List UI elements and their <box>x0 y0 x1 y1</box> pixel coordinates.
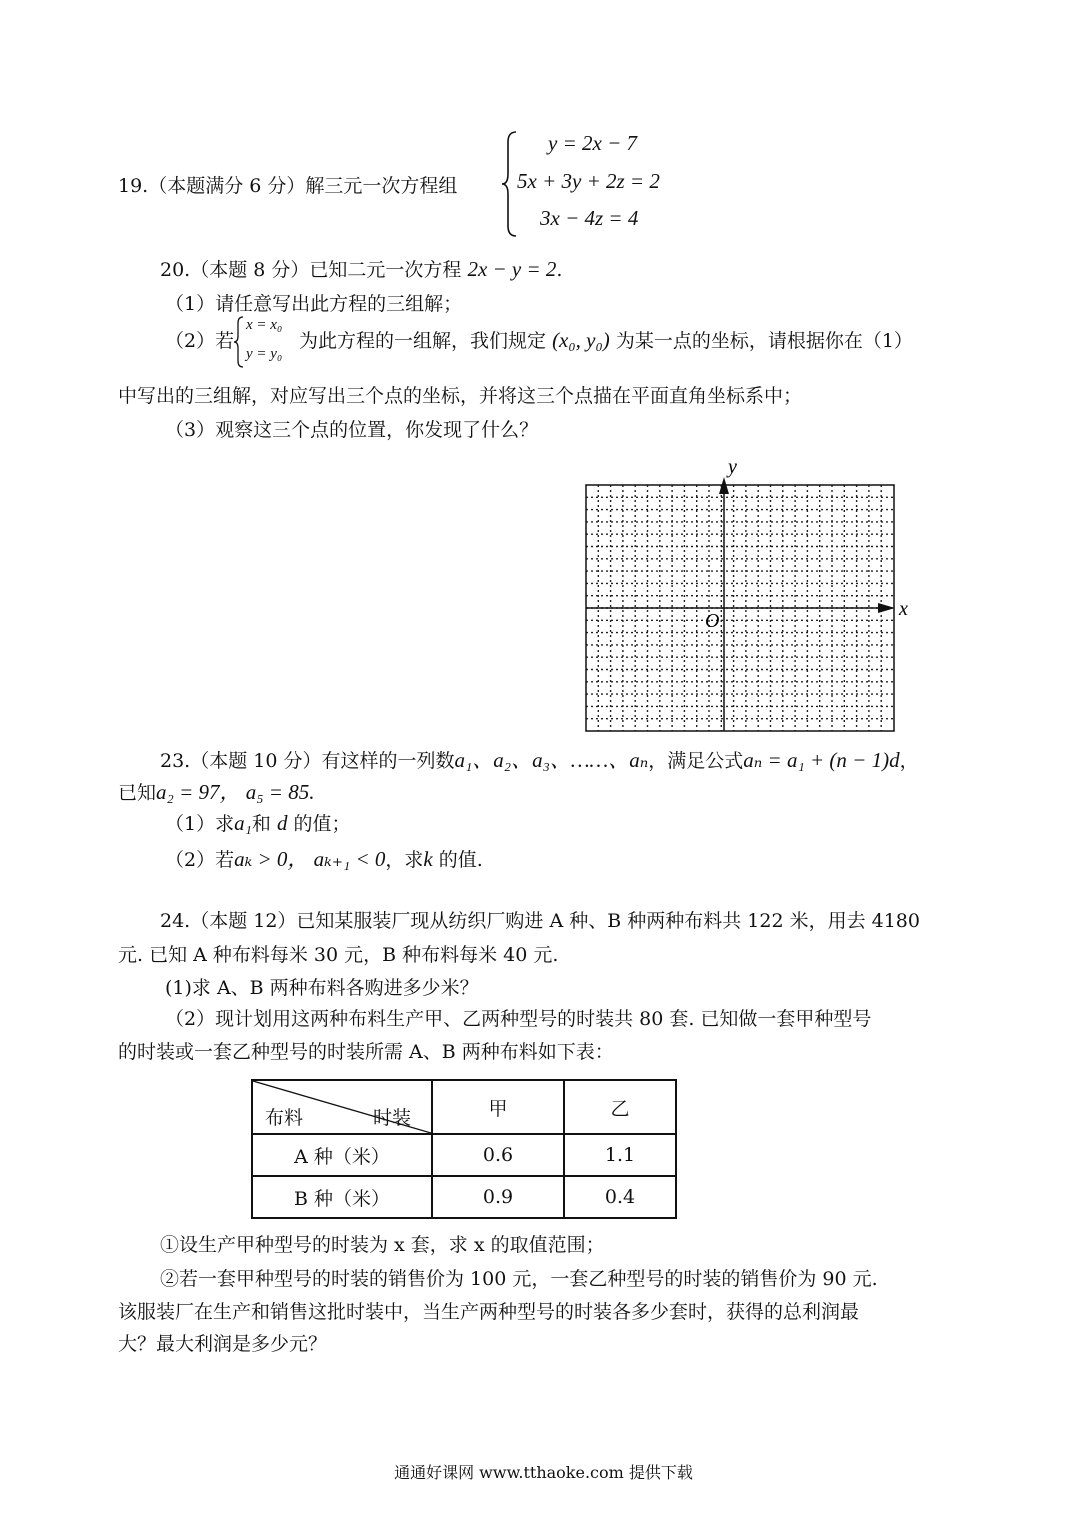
q23-part2-end: 的值. <box>438 849 483 871</box>
footer: 通通好课网 www.tthaoke.com 提供下载 <box>394 1463 693 1482</box>
q20-part2-rest <box>299 326 913 353</box>
q23-formula: aₙ = a₁ + (n − 1)d <box>743 748 900 772</box>
q20-part2-text2: 为某一点的坐标，请根据你在（1） <box>615 330 913 352</box>
table-cell: 0.9 <box>432 1176 564 1218</box>
q24-sub2-line1: ②若一套甲种型号的时装的销售价为 100 元，一套乙种型号的时装的销售价为 90 元. <box>160 1268 878 1290</box>
origin-label: O <box>705 610 720 632</box>
q24-sub2-line3: 大？最大利润是多少元？ <box>118 1333 328 1355</box>
q23-part1-a1: a₁ <box>234 811 252 835</box>
q20-system-y: y = y₀ <box>246 346 283 362</box>
q23-intro <box>160 744 919 774</box>
q23-given-equation: a₂ = 97， a₅ = 85. <box>156 780 315 804</box>
q23-part1-and: 和 <box>251 813 271 835</box>
q23-sequence: a₁、a₂、a₃、……、aₙ <box>454 748 649 772</box>
q23-intro-text2: ，满足公式 <box>648 750 744 772</box>
corner-right-label: 时装 <box>373 1107 412 1129</box>
q23-part1-end: 的值； <box>293 813 351 835</box>
x-axis-label: x <box>899 598 908 620</box>
q20-part2-continued: 中写出的三组解，对应写出三个点的坐标，并将这三个点描在平面直角坐标系中； <box>118 385 803 407</box>
q23-given <box>118 776 314 806</box>
table-header-cell: 乙 <box>564 1080 676 1134</box>
q23-intro-text: 23.（本题 10 分）有这样的一列数 <box>160 750 455 772</box>
y-axis-label: y <box>728 459 737 478</box>
q23-given-text: 已知 <box>118 782 157 804</box>
q20-point: (x₀, y₀) <box>552 328 610 352</box>
q24-sub2-line2: 该服装厂在生产和销售这批时装中，当生产两种型号的时装各多少套时，获得的总利润最 <box>118 1301 860 1323</box>
q24-sub1: ①设生产甲种型号的时装为 x 套，求 x 的取值范围； <box>160 1234 605 1256</box>
table-header-row <box>252 1080 676 1134</box>
q19-eq3: 3x − 4z = 4 <box>540 206 639 230</box>
q24-part1: (1)求 A、B 两种布料各购进多少米？ <box>165 977 479 999</box>
table-row <box>252 1134 676 1176</box>
q24-line1: 24.（本题 12）已知某服装厂现从纺织厂购进 A 种、B 种两种布料共 122 米，用去 4180 <box>160 910 920 932</box>
q23-part2-text2: ，求 <box>385 849 424 871</box>
q19-eq2: 5x + 3y + 2z = 2 <box>517 169 660 193</box>
table-cell: 1.1 <box>564 1134 676 1176</box>
q23-part1 <box>165 809 351 836</box>
table-header-cell: 甲 <box>432 1080 564 1134</box>
q23-part2-text: （2）若 <box>165 849 235 871</box>
q23-part1-text: （1）求 <box>165 813 235 835</box>
coordinate-grid <box>585 459 920 735</box>
q20-part2-start: （2）若 <box>165 330 235 352</box>
q23-part2 <box>165 843 483 873</box>
corner-left-label: 布料 <box>265 1107 304 1129</box>
q20-part2-text: 为此方程的一组解，我们规定 <box>299 330 547 352</box>
table-row-label: A 种（米） <box>252 1134 432 1176</box>
q20-intro-equation: 2x − y = 2 <box>467 257 557 281</box>
x-axis-arrow-icon <box>878 603 895 613</box>
q19-eq1: y = 2x − 7 <box>548 131 637 155</box>
q20-part1: （1）请任意写出此方程的三组解； <box>165 293 463 315</box>
q20-intro-end: . <box>556 259 563 281</box>
cloth-table <box>251 1079 677 1219</box>
q24-part2-line1: （2）现计划用这两种布料生产甲、乙两种型号的时装共 80 套. 已知做一套甲种型号 <box>165 1008 872 1030</box>
q19-prefix: 19.（本题满分 6 分）解三元一次方程组 <box>118 175 458 197</box>
table-cell: 0.4 <box>564 1176 676 1218</box>
table-corner-cell <box>252 1080 432 1134</box>
q20-system-x: x = x₀ <box>246 317 283 333</box>
q23-part1-d: d <box>276 811 288 835</box>
table-row <box>252 1176 676 1218</box>
q23-intro-end: ， <box>899 750 919 772</box>
left-brace-icon <box>233 316 245 368</box>
q23-part2-condition: aₖ > 0， aₖ₊₁ < 0 <box>234 847 386 871</box>
q20-intro-text: 20.（本题 8 分）已知二元一次方程 <box>160 259 462 281</box>
table-cell: 0.6 <box>432 1134 564 1176</box>
q23-part2-k: k <box>423 847 433 871</box>
q20-part3: （3）观察这三个点的位置，你发现了什么？ <box>165 419 539 441</box>
table-row-label: B 种（米） <box>252 1176 432 1218</box>
q24-line2: 元. 已知 A 种布料每米 30 元，B 种布料每米 40 元. <box>118 944 559 966</box>
q24-part2-line2: 的时装或一套乙种型号的时装所需 A、B 两种布料如下表： <box>118 1041 614 1063</box>
q20-intro <box>160 255 562 282</box>
